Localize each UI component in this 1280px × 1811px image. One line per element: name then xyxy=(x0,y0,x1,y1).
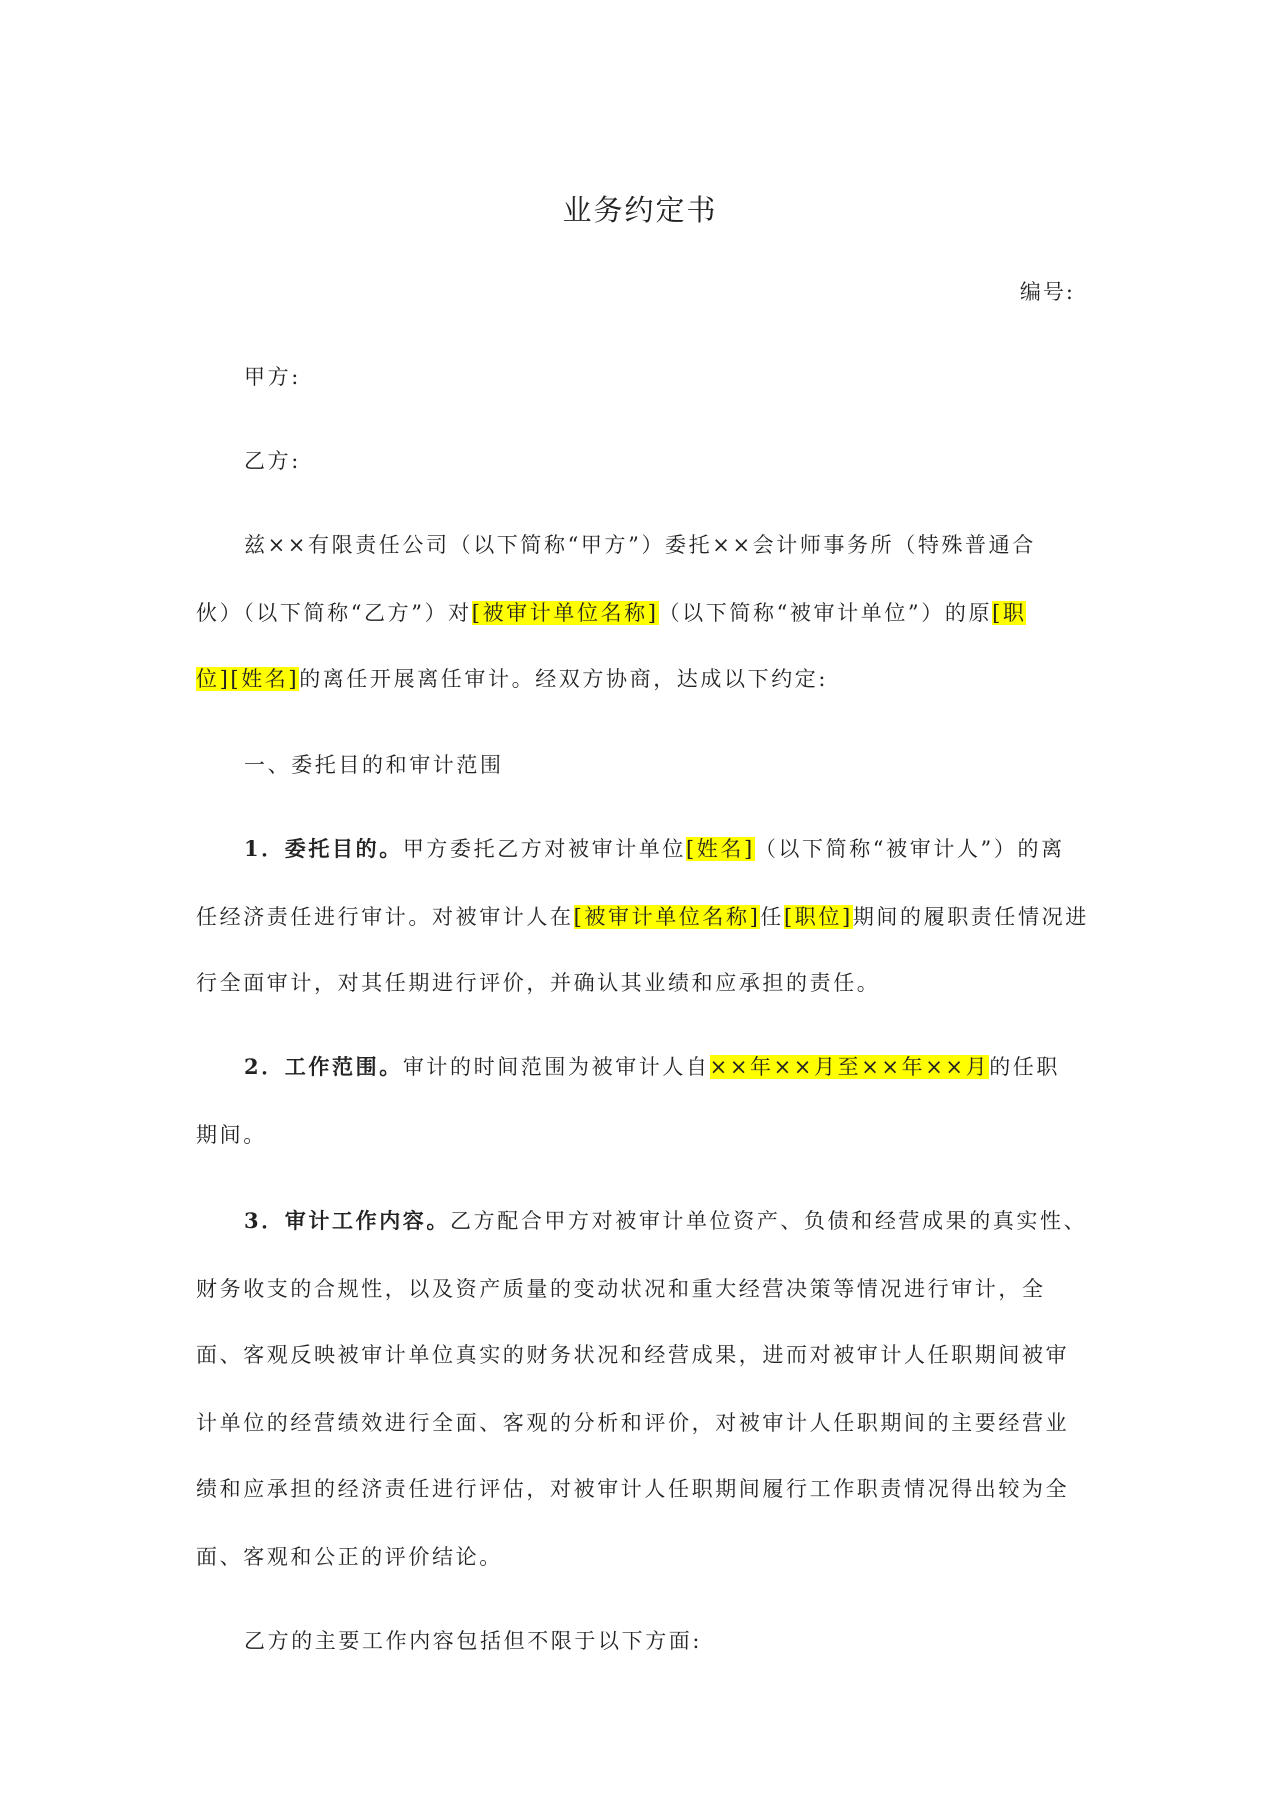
item-heading: 1．委托目的。 xyxy=(244,836,403,861)
item-text: 期间的履职责任情况进 xyxy=(852,905,1089,929)
party-b-label: 乙方: xyxy=(244,449,301,473)
item-text: 甲方委托乙方对被审计单位 xyxy=(402,837,687,861)
intro-text: 伙）（以下简称“乙方”）对 xyxy=(196,601,472,625)
item3-line-2: 财务收支的合规性，以及资产质量的变动状况和重大经营决策等情况进行审计，全 xyxy=(196,1277,1046,1301)
item-text: 任经济责任进行审计。对被审计人在 xyxy=(196,905,574,929)
intro-line-3 xyxy=(196,664,828,694)
intro-line-2 xyxy=(196,598,1026,628)
item2-line-1 xyxy=(244,1052,1060,1082)
item-text: 任 xyxy=(760,905,785,929)
item3-line-3: 面、客观反映被审计单位真实的财务状况和经营成果，进而对被审计人任职期间被审 xyxy=(196,1343,1070,1367)
item-text: （以下简称“被审计人”）的离 xyxy=(754,837,1065,861)
intro-text: 的离任开展离任审计。经双方协商，达成以下约定: xyxy=(299,667,829,691)
item1-line-1 xyxy=(244,834,1065,864)
item-text: 的任职 xyxy=(989,1055,1061,1079)
placeholder-highlight: [被审计单位名称] xyxy=(573,905,761,929)
closing-line: 乙方的主要工作内容包括但不限于以下方面: xyxy=(244,1629,703,1653)
item-heading: 2．工作范围。 xyxy=(244,1054,403,1079)
item-text: 乙方配合甲方对被审计单位资产、负债和经营成果的真实性、 xyxy=(450,1209,1088,1233)
item3-line-4: 计单位的经营绩效进行全面、客观的分析和评价，对被审计人任职期间的主要经营业 xyxy=(196,1411,1070,1435)
placeholder-highlight: [职 xyxy=(992,601,1027,625)
placeholder-highlight: [姓名] xyxy=(230,667,300,691)
placeholder-highlight: [职位] xyxy=(784,905,853,929)
item3-line-6: 面、客观和公正的评价结论。 xyxy=(196,1545,503,1569)
placeholder-highlight: [被审计单位名称] xyxy=(471,601,659,625)
item2-line-2: 期间。 xyxy=(196,1123,267,1147)
party-a-label: 甲方: xyxy=(244,365,301,389)
item-text: 审计的时间范围为被审计人自 xyxy=(402,1055,710,1079)
section-heading: 一、委托目的和审计范围 xyxy=(244,753,504,777)
intro-text: （以下简称“被审计单位”）的原 xyxy=(658,601,993,625)
item3-line-1 xyxy=(244,1206,1087,1236)
placeholder-highlight: ××年××月至××年××月 xyxy=(709,1055,990,1079)
document-title: 业务约定书 xyxy=(562,193,718,227)
placeholder-highlight: [姓名] xyxy=(686,837,755,861)
item3-line-5: 绩和应承担的经济责任进行评估，对被审计人任职期间履行工作职责情况得出较为全 xyxy=(196,1477,1070,1501)
item-heading: 3．审计工作内容。 xyxy=(244,1208,451,1233)
document-number-label: 编号: xyxy=(1019,280,1075,304)
intro-line-1: 兹××有限责任公司（以下简称“甲方”）委托××会计师事务所（特殊普通合 xyxy=(244,533,1036,557)
item1-line-2 xyxy=(196,902,1089,932)
placeholder-highlight: 位] xyxy=(196,667,231,691)
item1-line-3: 行全面审计，对其任期进行评价，并确认其业绩和应承担的责任。 xyxy=(196,971,881,995)
